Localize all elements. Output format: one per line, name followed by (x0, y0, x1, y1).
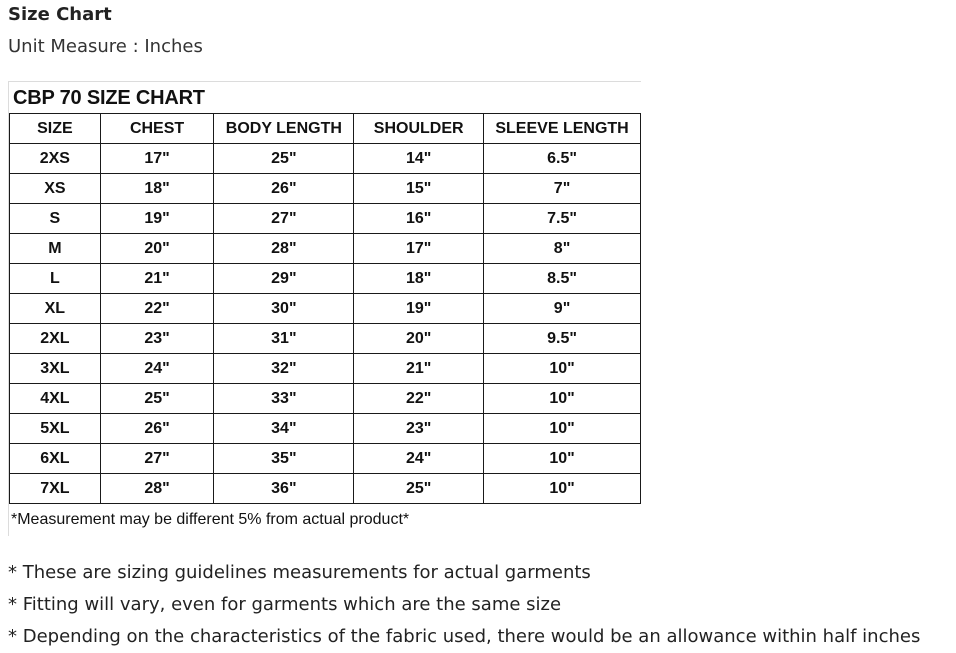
table-row (10, 324, 641, 354)
cell-body-length: 33" (214, 384, 354, 414)
table-row (10, 384, 641, 414)
column-header-body-length: BODY LENGTH (214, 114, 354, 144)
column-header-size: SIZE (10, 114, 101, 144)
size-chart-image (8, 81, 641, 536)
cell-shoulder: 14" (354, 144, 484, 174)
cell-size: S (10, 204, 101, 234)
guideline-item: * Fitting will vary, even for garments which are the same size (8, 594, 562, 615)
table-row (10, 294, 641, 324)
table-row (10, 264, 641, 294)
cell-sleeve-length: 10" (484, 384, 641, 414)
cell-body-length: 32" (214, 354, 354, 384)
unit-measure-label: Unit Measure : Inches (8, 36, 203, 57)
size-table (9, 113, 641, 504)
column-header-sleeve-length: SLEEVE LENGTH (484, 114, 641, 144)
cell-chest: 19" (100, 204, 214, 234)
cell-size: 2XS (10, 144, 101, 174)
table-header-row (10, 114, 641, 144)
guideline-item: * These are sizing guidelines measurements for actual garments (8, 562, 591, 583)
cell-chest: 25" (100, 384, 214, 414)
table-row (10, 204, 641, 234)
cell-shoulder: 25" (354, 474, 484, 504)
cell-sleeve-length: 7" (484, 174, 641, 204)
cell-size: 7XL (10, 474, 101, 504)
cell-body-length: 36" (214, 474, 354, 504)
cell-chest: 17" (100, 144, 214, 174)
cell-shoulder: 21" (354, 354, 484, 384)
cell-sleeve-length: 8.5" (484, 264, 641, 294)
cell-size: 3XL (10, 354, 101, 384)
sizing-guidelines (8, 557, 920, 653)
cell-chest: 21" (100, 264, 214, 294)
cell-shoulder: 23" (354, 414, 484, 444)
cell-sleeve-length: 10" (484, 354, 641, 384)
cell-chest: 23" (100, 324, 214, 354)
cell-body-length: 34" (214, 414, 354, 444)
cell-sleeve-length: 7.5" (484, 204, 641, 234)
page-title: Size Chart (8, 4, 112, 25)
cell-body-length: 26" (214, 174, 354, 204)
cell-size: XS (10, 174, 101, 204)
cell-sleeve-length: 8" (484, 234, 641, 264)
cell-size: 2XL (10, 324, 101, 354)
cell-shoulder: 19" (354, 294, 484, 324)
cell-size: L (10, 264, 101, 294)
size-chart-title: CBP 70 SIZE CHART (13, 87, 205, 109)
cell-size: 5XL (10, 414, 101, 444)
cell-chest: 18" (100, 174, 214, 204)
cell-body-length: 28" (214, 234, 354, 264)
size-table-body (10, 144, 641, 504)
measurement-note: *Measurement may be different 5% from actual product* (11, 511, 410, 528)
cell-chest: 20" (100, 234, 214, 264)
cell-chest: 28" (100, 474, 214, 504)
table-row (10, 354, 641, 384)
cell-chest: 27" (100, 444, 214, 474)
cell-shoulder: 15" (354, 174, 484, 204)
cell-body-length: 25" (214, 144, 354, 174)
cell-body-length: 35" (214, 444, 354, 474)
cell-chest: 24" (100, 354, 214, 384)
cell-sleeve-length: 9" (484, 294, 641, 324)
column-header-chest: CHEST (100, 114, 214, 144)
column-header-shoulder: SHOULDER (354, 114, 484, 144)
table-row (10, 444, 641, 474)
cell-shoulder: 17" (354, 234, 484, 264)
cell-size: M (10, 234, 101, 264)
cell-sleeve-length: 9.5" (484, 324, 641, 354)
table-row (10, 414, 641, 444)
cell-size: 6XL (10, 444, 101, 474)
cell-body-length: 30" (214, 294, 354, 324)
cell-shoulder: 22" (354, 384, 484, 414)
cell-sleeve-length: 10" (484, 444, 641, 474)
cell-shoulder: 18" (354, 264, 484, 294)
table-row (10, 144, 641, 174)
cell-sleeve-length: 6.5" (484, 144, 641, 174)
cell-sleeve-length: 10" (484, 414, 641, 444)
cell-body-length: 27" (214, 204, 354, 234)
cell-shoulder: 20" (354, 324, 484, 354)
table-row (10, 174, 641, 204)
cell-chest: 26" (100, 414, 214, 444)
cell-body-length: 31" (214, 324, 354, 354)
table-row (10, 474, 641, 504)
cell-shoulder: 16" (354, 204, 484, 234)
cell-sleeve-length: 10" (484, 474, 641, 504)
cell-size: XL (10, 294, 101, 324)
cell-body-length: 29" (214, 264, 354, 294)
cell-size: 4XL (10, 384, 101, 414)
table-row (10, 234, 641, 264)
guideline-item: * Depending on the characteristics of the fabric used, there would be an allowance within half inches (8, 626, 921, 647)
cell-chest: 22" (100, 294, 214, 324)
cell-shoulder: 24" (354, 444, 484, 474)
